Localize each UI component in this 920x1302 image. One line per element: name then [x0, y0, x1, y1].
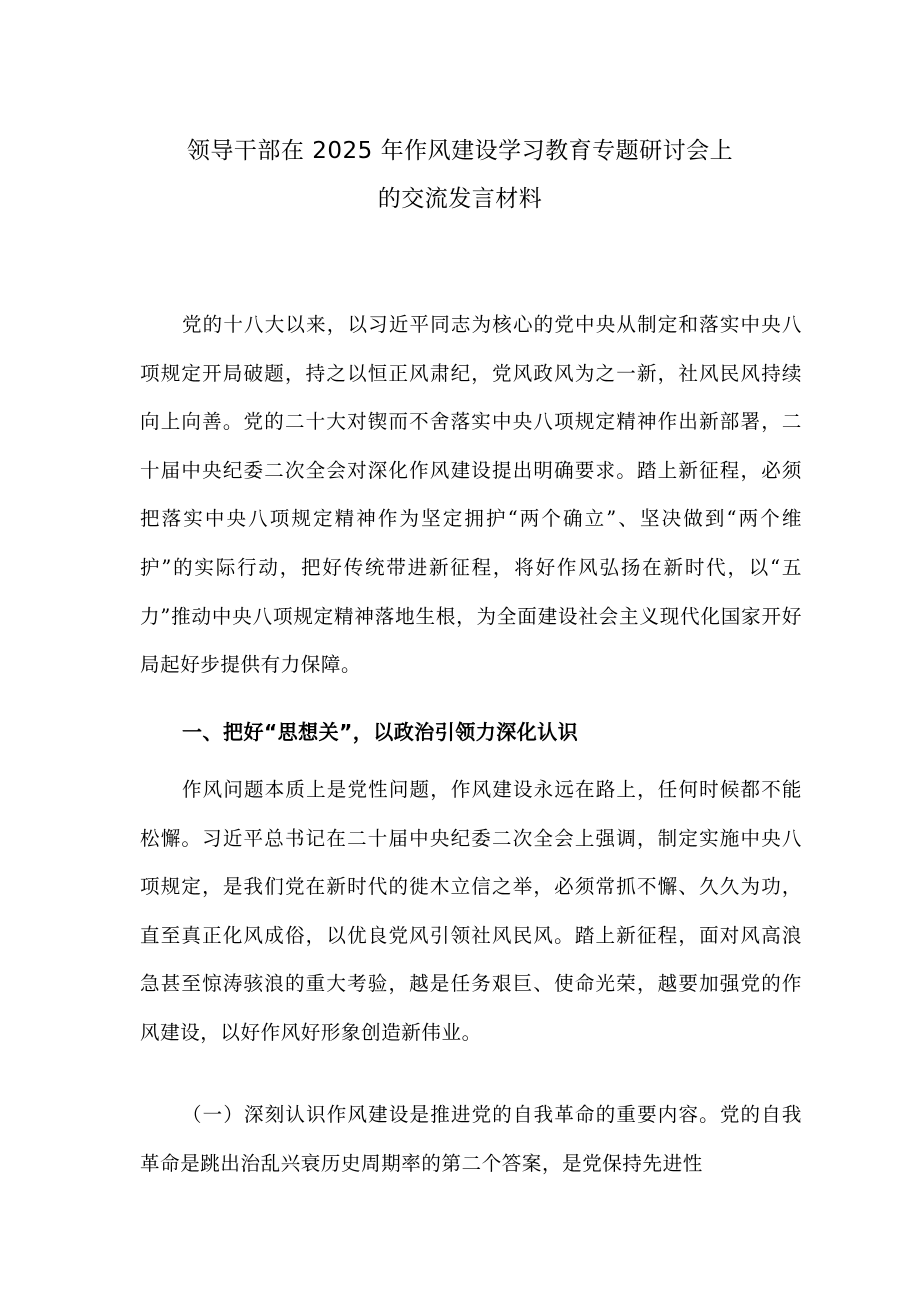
subsection-1-paragraph: （一）深刻认识作风建设是推进党的自我革命的重要内容。党的自我革命是跳出治乱兴衰历史周期率的第二个答案，是党保持先进性	[140, 1103, 802, 1175]
section-1-paragraph: 作风问题本质上是党性问题，作风建设永远在路上，任何时候都不能松懈。习近平总书记在二十届中央纪委二次全会上强调，制定实施中央八项规定，是我们党在新时代的徙木立信之举，必须常抓不懈、久久为功，直至真正化风成俗，以优良党风引领社风民风。踏上新征程，面对风高浪急甚至惊涛骇浪的重大考验，越是任务艰巨、使命光荣，越要加强党的作风建设，以好作风好形象创造新伟业。	[140, 778, 802, 1044]
title-line-1: 领导干部在 2025 年作风建设学习教育专题研讨会上	[186, 138, 734, 165]
document-title	[0, 127, 920, 223]
title-line-2: 的交流发言材料	[377, 186, 543, 213]
section-heading-1: 一、把好“思想关”，以政治引领力深化认识	[182, 720, 579, 744]
intro-paragraph: 党的十八大以来，以习近平同志为核心的党中央从制定和落实中央八项规定开局破题，持之以恒正风肃纪，党风政风为之一新，社风民风持续向上向善。党的二十大对锲而不舍落实中央八项规定精神作出新部署，二十届中央纪委二次全会对深化作风建设提出明确要求。踏上新征程，必须把落实中央八项规定精神作为坚定拥护“两个确立”、坚决做到“两个维护”的实际行动，把好传统带进新征程，将好作风弘扬在新时代，以“五力”推动中央八项规定精神落地生根，为全面建设社会主义现代化国家开好局起好步提供有力保障。	[140, 313, 802, 677]
